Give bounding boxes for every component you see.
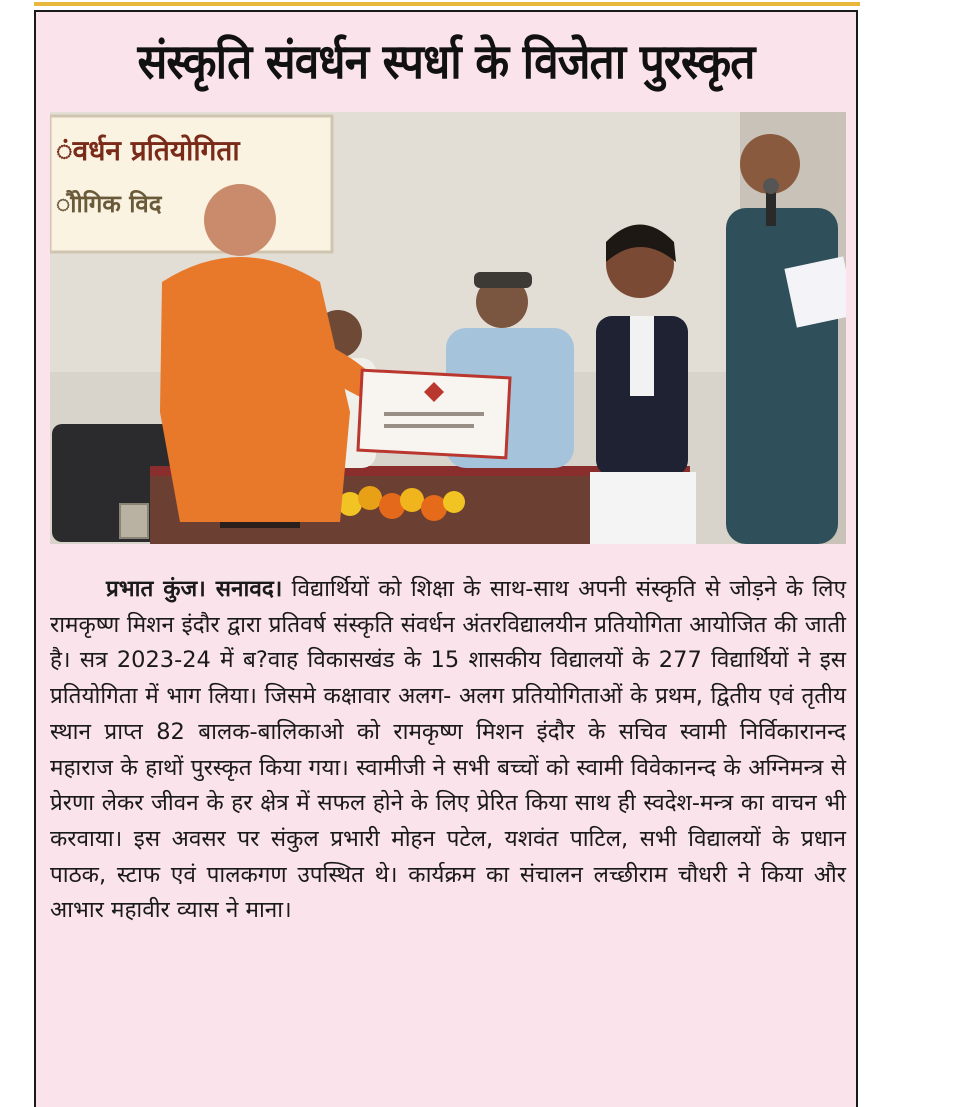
banner — [50, 116, 332, 252]
article-body — [50, 572, 846, 929]
event-photo — [50, 112, 846, 544]
top-accent-rule — [34, 2, 860, 6]
banner-line-2: ौोगिक विद — [56, 190, 162, 218]
dateline: प्रभात कुंज। सनावद। — [106, 576, 283, 602]
certificate — [358, 370, 510, 458]
banner-line-1: ंवर्धन प्रतियोगिता — [56, 134, 240, 167]
article-text: विद्यार्थियों को शिक्षा के साथ-साथ अपनी संस्कृति से जोड़ने के लिए रामकृष्ण मिशन इंदौर द्वारा प्रतिवर्ष संस्कृति संवर्धन अंतरविद्यालयीन प्रतियोगिता आयोजित की जाती है। सत्र 2023-24 में ब?वाह विकासखंड के 15 शासकीय विद्यालयों के 277 विद्यार्थियों ने इस प्रतियोगिता में भाग लिया। जिसमे कक्षावार अलग- अलग प्रतियोगिताओं के प्रथम, द्वितीय एवं तृतीय स्थान प्राप्त 82 बालक-बालिकाओ को रामकृष्ण मिशन इंदौर के सचिव स्वामी निर्विकारानन्द महाराज के हाथों पुरस्कृत किया गया। स्वामीजी ने सभी बच्चों को स्वामी विवेकानन्द के अग्निमन्त्र से प्रेरणा लेकर जीवन के हर क्षेत्र में सफल होने के लिए प्रेरित किया साथ ही स्वदेश-मन्त्र का वाचन भी करवाया। इस अवसर पर संकुल प्रभारी मोहन पटेल, यशवंत पाटिल, सभी विद्यालयों के प्रधान पाठक, स्टाफ एवं पालकगण उपस्थित थे। कार्यक्रम का संचालन लच्छीराम चौधरी ने किया और आभार महावीर व्यास ने माना। — [50, 576, 847, 924]
headline: संस्कृति संवर्धन स्पर्धा के विजेता पुरस्कृत — [137, 34, 755, 90]
newspaper-clipping — [34, 10, 858, 1107]
